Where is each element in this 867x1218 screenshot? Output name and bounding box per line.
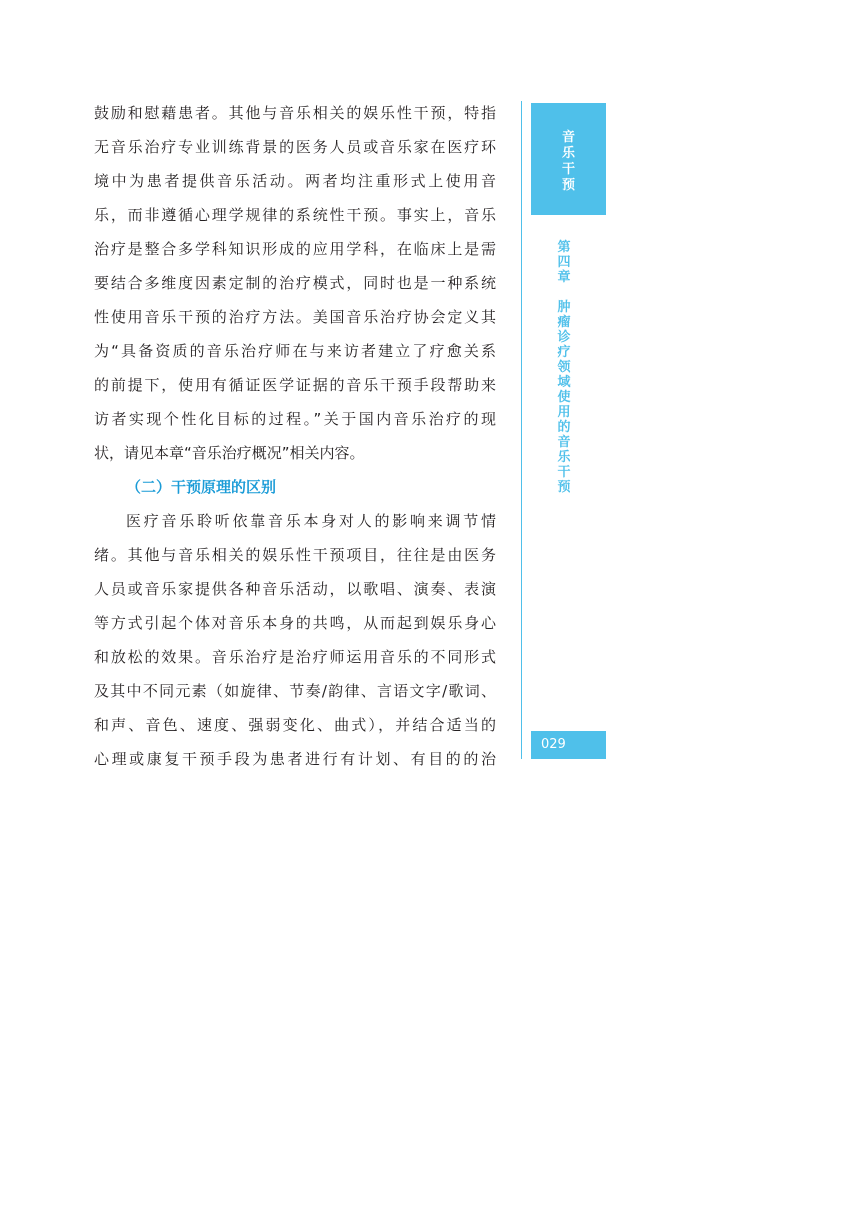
paragraph-1	[94, 96, 496, 470]
chapter-title-char: 预	[557, 480, 571, 495]
text-line: 性使用音乐干预的治疗方法。美国音乐治疗协会定义其	[94, 308, 496, 326]
tab-char: 干	[561, 162, 575, 177]
text-line: 人员或音乐家提供各种音乐活动，以歌唱、演奏、表演	[94, 580, 496, 598]
text-line: 的前提下，使用有循证医学证据的音乐干预手段帮助来	[94, 376, 496, 394]
chapter-title-char: 疗	[557, 345, 571, 360]
chapter-title-char: 干	[557, 465, 571, 480]
chapter-char: 第	[557, 240, 571, 255]
text-line: 治疗是整合多学科知识形成的应用学科，在临床上是需	[94, 240, 496, 258]
chapter-title-char: 用	[557, 405, 571, 420]
section-tab	[531, 103, 606, 215]
text-line: 和声、音色、速度、强弱变化、曲式），并结合适当的	[94, 716, 496, 734]
page-number: 029	[541, 737, 566, 752]
chapter-title-char: 领	[557, 360, 571, 375]
chapter-title-char: 乐	[557, 450, 571, 465]
text-line: 心理或康复干预手段为患者进行有计划、有目的的治	[94, 750, 496, 768]
text-line: 和放松的效果。音乐治疗是治疗师运用音乐的不同形式	[94, 648, 496, 666]
chapter-title-char: 使	[557, 390, 571, 405]
chapter-title-char: 域	[557, 375, 571, 390]
text-line: 等方式引起个体对音乐本身的共鸣，从而起到娱乐身心	[94, 614, 496, 632]
text-line: 状，请见本章“音乐治疗概况”相关内容。	[94, 444, 365, 462]
chapter-spacer	[553, 285, 575, 300]
chapter-title-char: 的	[557, 420, 571, 435]
section-heading: （二）干预原理的区别	[126, 478, 277, 496]
chapter-title-char: 肿	[557, 300, 571, 315]
page-number-box	[531, 731, 606, 759]
chapter-char: 四	[557, 255, 571, 270]
paragraph-2	[94, 504, 496, 776]
text-line: 为“具备资质的音乐治疗师在与来访者建立了疗愈关系	[94, 342, 496, 360]
section-tab-label	[531, 130, 606, 194]
chapter-char: 章	[557, 270, 571, 285]
chapter-running-head	[553, 240, 575, 495]
text-line: 境中为患者提供音乐活动。两者均注重形式上使用音	[94, 172, 496, 190]
text-line: 鼓励和慰藉患者。其他与音乐相关的娱乐性干预，特指	[94, 104, 496, 122]
margin-divider	[521, 101, 522, 759]
chapter-title-char: 音	[557, 435, 571, 450]
text-line: 及其中不同元素（如旋律、节奏/韵律、言语文字/歌词、	[94, 682, 496, 700]
text-line: 无音乐治疗专业训练背景的医务人员或音乐家在医疗环	[94, 138, 496, 156]
tab-char: 乐	[561, 146, 575, 161]
chapter-title-char: 诊	[557, 330, 571, 345]
text-line: 绪。其他与音乐相关的娱乐性干预项目，往往是由医务	[94, 546, 496, 564]
text-line: 乐，而非遵循心理学规律的系统性干预。事实上，音乐	[94, 206, 496, 224]
chapter-title-char: 瘤	[557, 315, 571, 330]
tab-char: 音	[561, 130, 575, 145]
text-line: 访者实现个性化目标的过程。”关于国内音乐治疗的现	[94, 410, 496, 428]
tab-char: 预	[561, 178, 575, 193]
text-line: 医疗音乐聆听依靠音乐本身对人的影响来调节情	[126, 512, 496, 530]
main-text	[94, 96, 496, 776]
text-line: 要结合多维度因素定制的治疗模式，同时也是一种系统	[94, 274, 496, 292]
